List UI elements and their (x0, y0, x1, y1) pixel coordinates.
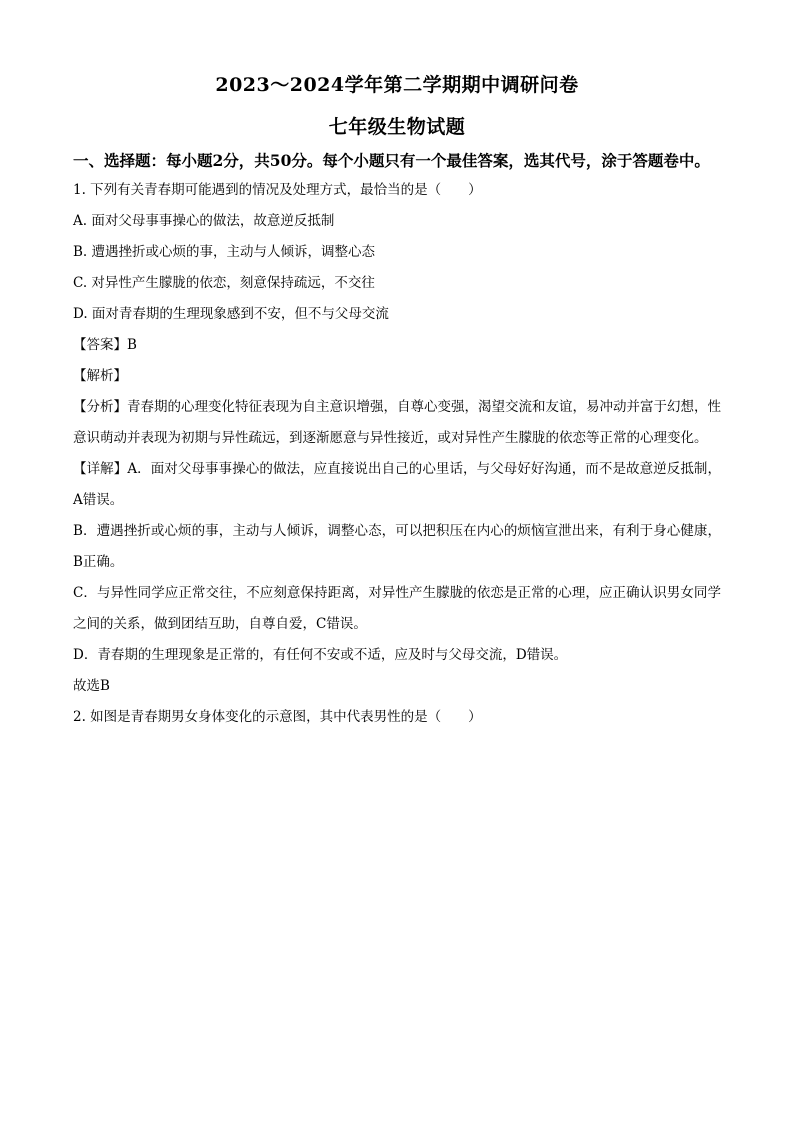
question-1-analysis-label: 【解析】 (73, 368, 127, 384)
question-1-xiangjie-b: B．遭遇挫折或心烦的事，主动与人倾诉，调整心态，可以把积压在内心的烦恼宣泄出来，有利于身心健康，B正确。 (73, 523, 721, 570)
question-1-fenxi: 【分析】青春期的心理变化特征表现为自主意识增强，自尊心变强，渴望交流和友谊，易冲动并富于幻想，性意识萌动并表现为初期与异性疏远，到逐渐愿意与异性接近，或对异性产生朦胧的依恋等正常的心理变化。 (73, 399, 721, 446)
question-1-xiangjie-c: C．与异性同学应正常交往，不应刻意保持距离，对异性产生朦胧的依恋是正常的心理，应正确认识男女同学之间的关系，做到团结互助，自尊自爱，C错误。 (73, 585, 721, 632)
page-title: 2023～2024学年第二学期期中调研问卷 (215, 74, 579, 96)
document-body (73, 146, 721, 733)
question-1-xiangjie-d: D．青春期的生理现象是正常的，有任何不安或不适，应及时与父母交流，D错误。 (73, 647, 568, 663)
question-1-option-d: D. 面对青春期的生理现象感到不安，但不与父母交流 (73, 306, 389, 322)
question-1-xiangjie-a: 【详解】A．面对父母事事操心的做法，应直接说出自己的心里话，与父母好好沟通，而不是故意逆反抵制，A错误。 (73, 461, 721, 508)
question-1-conclusion: 故选B (73, 678, 110, 694)
question-2-stem: 2. 如图是青春期男女身体变化的示意图，其中代表男性的是（ ） (73, 709, 482, 725)
section-heading: 一、选择题：每小题2分，共50分。每个小题只有一个最佳答案，选其代号，涂于答题卷中。 (73, 151, 710, 170)
question-1-answer: 【答案】B (73, 337, 137, 353)
question-1-option-b: B. 遭遇挫折或心烦的事，主动与人倾诉，调整心态 (73, 244, 376, 260)
question-1-option-a: A. 面对父母事事操心的做法，故意逆反抵制 (73, 213, 335, 229)
page-subtitle: 七年级生物试题 (328, 116, 466, 138)
question-1-option-c: C. 对异性产生朦胧的依恋，刻意保持疏远，不交往 (73, 275, 375, 291)
question-1-stem: 1. 下列有关青春期可能遇到的情况及处理方式，最恰当的是（ ） (73, 182, 482, 198)
